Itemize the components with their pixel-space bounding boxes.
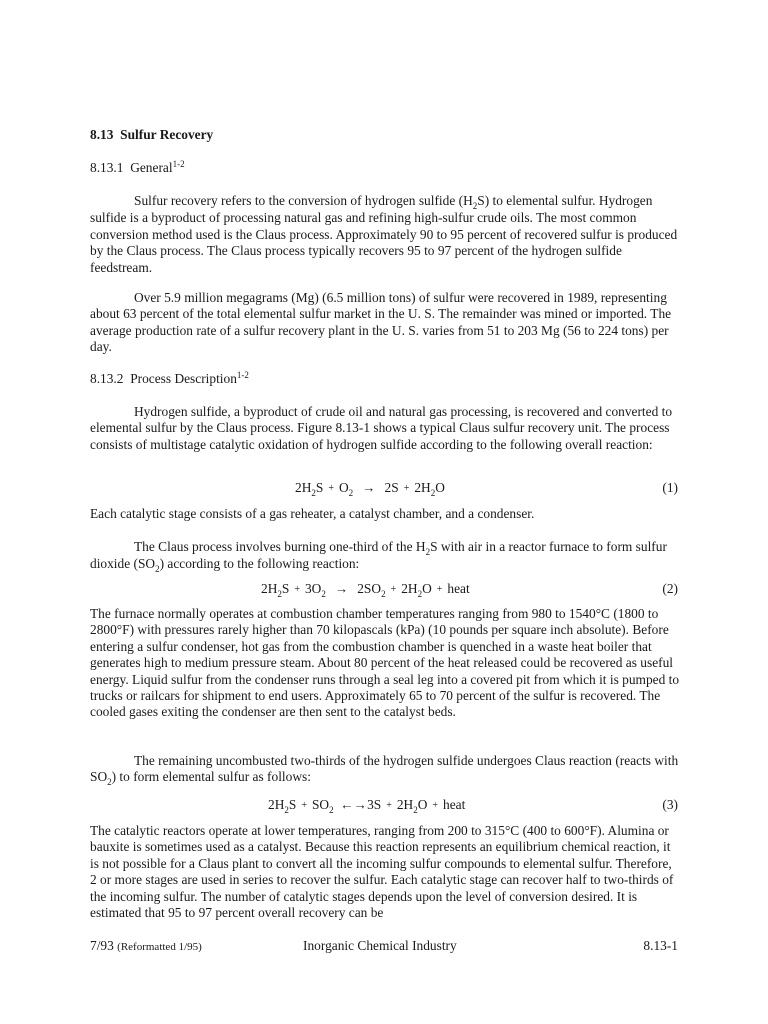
- equation-3-expression: $2H_2S + SO_2$ ←→3S + $2H_2O$ + heat: [268, 797, 466, 815]
- paragraph-4: Each catalytic stage consists of a gas reheater, a catalyst chamber, and a condenser.: [90, 506, 535, 521]
- subsection-title: General: [130, 160, 173, 175]
- equation-1: [90, 480, 680, 498]
- equation-1-number: (1): [662, 480, 678, 495]
- reference-superscript: 1-2: [172, 159, 185, 169]
- equation-3: [90, 797, 680, 815]
- equation-3-number: (3): [662, 797, 678, 812]
- paragraph-5: The Claus process involves burning one-third of the $H_2S$ with air in a reactor furnace to form sulfur dioxide $(SO_2)$ according to the following reaction:: [90, 539, 667, 575]
- document-page: [90, 0, 680, 1024]
- footer-chapter-title: Inorganic Chemical Industry: [303, 938, 457, 953]
- subsection-heading-general: [90, 160, 680, 177]
- subsection-number: 8.13.2: [90, 371, 124, 386]
- reference-superscript: 1-2: [236, 370, 249, 380]
- equation-2-number: (2): [662, 581, 678, 596]
- paragraph-6: The furnace normally operates at combustion chamber temperatures ranging from 980 to 1540°C (1800 to 2800°F) with pressures rarely higher than 70 kilopascals (kPa) (10 pounds per square inch absolute). Before entering a sulfur condenser, hot gas from the combustion chamber is quenched in a waste heat boiler that generates high to medium pressure steam. About 80 percent of the heat released could be recovered as useful energy. Liquid sulfur from the condenser runs through a seal leg into a covered pit from which it is pumped to trucks or railcars for shipment to end users. Approximately 65 to 70 percent of the sulfur is recovered. The cooled gases exiting the condenser are then sent to the catalyst beds.: [90, 606, 680, 720]
- paragraph-2: Over 5.9 million megagrams (Mg) (6.5 million tons) of sulfur were recovered in 1989, representing about 63 percent of the total elemental sulfur market in the U. S. The remainder was mined or imported. The average production rate of a sulfur recovery plant in the U. S. varies from 51 to 203 Mg (56 to 224 tons) per day.: [90, 290, 672, 355]
- equation-2-expression: $2H_2S + 3O_2 \to 2SO_2 + 2H_2O$ + heat: [261, 581, 470, 599]
- paragraph-3: Hydrogen sulfide, a byproduct of crude oil and natural gas processing, is recovered and converted to elemental sulfur by the Claus process. Figure 8.13-1 shows a typical Claus sulfur recovery unit. The process consists of multistage catalytic oxidation of hydrogen sulfide according to the following overall reaction:: [90, 404, 673, 452]
- section-heading: [90, 127, 680, 143]
- footer-date: [90, 938, 202, 955]
- subsection-number: 8.13.1: [90, 160, 124, 175]
- section-title: Sulfur Recovery: [120, 127, 214, 142]
- section-number: 8.13: [90, 127, 114, 142]
- page-footer: [90, 938, 680, 956]
- subsection-heading-process-description: [90, 371, 680, 388]
- paragraph-1: Sulfur recovery refers to the conversion of hydrogen sulfide $(H_2S)$ to elemental sulfur. Hydrogen sulfide is a byproduct of processing natural gas and refining high-sulfur crude oils. The most common conversion method used is the Claus process. Approximately 90 to 95 percent of recovered sulfur is produced by the Claus process. The Claus process typically recovers 95 to 97 percent of the hydrogen sulfide feedstream.: [90, 193, 678, 275]
- paragraph-8: The catalytic reactors operate at lower temperatures, ranging from 200 to 315°C (400 to 600°F). Alumina or bauxite is sometimes used as a catalyst. Because this reaction represents an equilibrium chemical reaction, it is not possible for a Claus plant to convert all the incoming sulfur compounds to elemental sulfur. Therefore, 2 or more stages are used in series to recover the sulfur. Each catalytic stage can recover half to two-thirds of the incoming sulfur. The number of catalytic stages depends upon the level of conversion desired. It is estimated that 95 to 97 percent overall recovery can be: [90, 823, 674, 921]
- subsection-title: Process Description: [130, 371, 237, 386]
- footer-reformatted: (Reformatted 1/95): [117, 941, 202, 953]
- paragraph-7: The remaining uncombusted two-thirds of the hydrogen sulfide undergoes Claus reaction (reacts with $SO_2$) to form elemental sulfur as follows:: [90, 753, 679, 788]
- equation-2: [90, 581, 680, 599]
- equation-1-expression: $2H_2S + O_2 \to 2S + 2H_2O$: [295, 480, 445, 498]
- footer-date-value: 7/93: [90, 938, 114, 953]
- footer-page-number: 8.13-1: [643, 938, 678, 953]
